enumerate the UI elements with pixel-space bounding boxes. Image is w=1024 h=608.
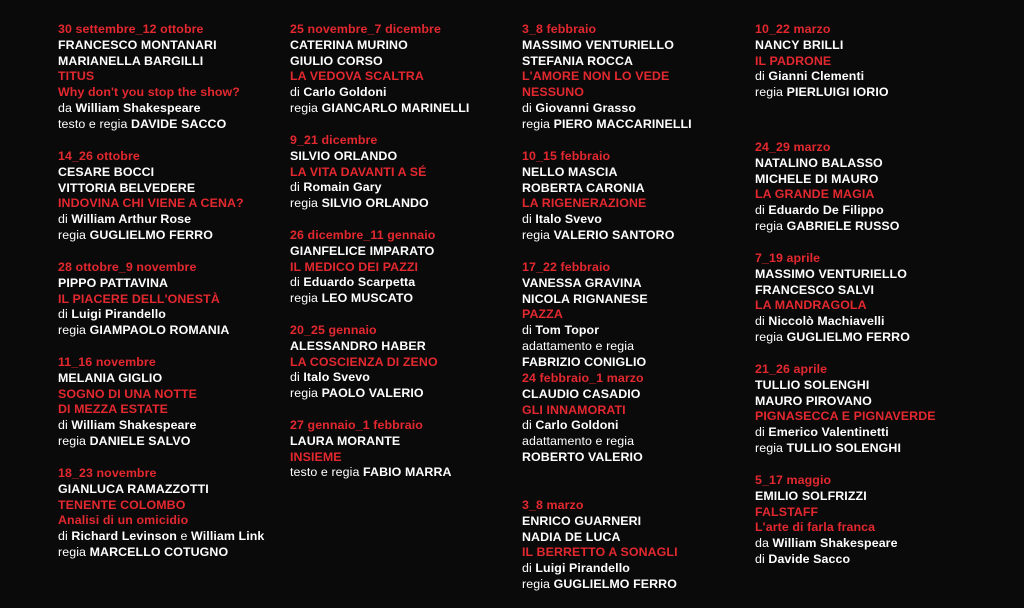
show-dates: 28 ottobre_9 novembre xyxy=(58,260,197,274)
credit-line xyxy=(755,219,983,235)
credit-role: regia xyxy=(290,386,322,401)
credit-role: di xyxy=(522,212,536,227)
credit-person: MARCELLO COTUGNO xyxy=(89,544,229,559)
credit-person: Richard Levinson xyxy=(71,529,177,544)
credit-line xyxy=(755,330,983,346)
credit-role: di xyxy=(58,307,72,322)
credit-role: di xyxy=(755,314,769,329)
credit-role: di xyxy=(755,203,769,218)
show-entry xyxy=(290,22,518,117)
show-dates: 9_21 dicembre xyxy=(290,133,378,147)
cast-member: CESARE BOCCI xyxy=(58,164,155,179)
show-title: PAZZA xyxy=(522,307,563,322)
show-entry xyxy=(755,362,983,457)
cast-member: VANESSA GRAVINA xyxy=(522,275,642,290)
show-entry xyxy=(755,473,983,568)
credit-person: Eduardo Scarpetta xyxy=(303,275,416,290)
show-entry xyxy=(522,371,750,466)
credit-role: regia xyxy=(522,576,554,591)
credit-line xyxy=(755,536,983,552)
credit-role: regia xyxy=(522,227,554,242)
show-title: L'AMORE NON LO VEDE xyxy=(522,69,670,84)
credit-line xyxy=(58,101,286,117)
credit-role: regia xyxy=(58,323,90,338)
credit-person: William Shakespeare xyxy=(71,418,197,433)
credit-line xyxy=(522,228,750,244)
cast-member: LAURA MORANTE xyxy=(290,433,401,448)
show-dates: 20_25 gennaio xyxy=(290,323,377,337)
credit-line xyxy=(290,275,518,291)
credit-line xyxy=(58,212,286,228)
show-dates: 25 novembre_7 dicembre xyxy=(290,22,441,36)
show-title: LA VITA DAVANTI A SÉ xyxy=(290,164,427,179)
credit-line xyxy=(522,355,750,371)
cast-member: STEFANIA ROCCA xyxy=(522,53,634,68)
cast-member: MASSIMO VENTURIELLO xyxy=(755,266,907,281)
credit-person: Gianni Clementi xyxy=(768,69,865,84)
show-dates: 7_19 aprile xyxy=(755,251,821,265)
credit-line xyxy=(755,203,983,219)
credit-line xyxy=(755,314,983,330)
credit-line xyxy=(755,552,983,568)
credit-person: William Shakespeare xyxy=(772,536,898,551)
cast-member: NICOLA RIGNANESE xyxy=(522,291,648,306)
credit-role: testo e regia xyxy=(58,116,132,131)
credit-role: di xyxy=(290,275,304,290)
credit-person: FABIO MARRA xyxy=(363,465,452,480)
credit-person: Carlo Goldoni xyxy=(535,418,619,433)
credit-role: regia xyxy=(290,100,322,115)
cast-member: MAURO PIROVANO xyxy=(755,393,872,408)
show-dates: 26 dicembre_11 gennaio xyxy=(290,228,436,242)
credit-person: Italo Svevo xyxy=(303,370,370,385)
show-entry xyxy=(522,22,750,133)
credit-role: adattamento e regia xyxy=(522,434,635,449)
show-dates: 5_17 maggio xyxy=(755,473,832,487)
show-title: PIGNASECCA E PIGNAVERDE xyxy=(755,409,936,424)
credit-line xyxy=(58,228,286,244)
cast-member: NANCY BRILLI xyxy=(755,37,844,52)
show-dates: 30 settembre_12 ottobre xyxy=(58,22,204,36)
credit-role: di xyxy=(522,418,536,433)
credit-person: GABRIELE RUSSO xyxy=(786,218,900,233)
credit-person: Luigi Pirandello xyxy=(71,307,166,322)
credit-line xyxy=(58,434,286,450)
show-subtitle: DI MEZZA ESTATE xyxy=(58,402,169,417)
credit-person: PIERLUIGI IORIO xyxy=(786,85,889,100)
cast-member: ROBERTA CARONIA xyxy=(522,180,645,195)
cast-member: NELLO MASCIA xyxy=(522,164,618,179)
credit-role: adattamento e regia xyxy=(522,338,635,353)
show-title: IL PADRONE xyxy=(755,53,832,68)
cast-member: NATALINO BALASSO xyxy=(755,155,883,170)
show-subtitle: NESSUNO xyxy=(522,85,584,100)
credit-role: regia xyxy=(755,440,787,455)
cast-member: MARIANELLA BARGILLI xyxy=(58,53,204,68)
credit-person: William Link xyxy=(191,529,265,544)
show-entry xyxy=(755,140,983,235)
credit-line xyxy=(522,450,750,466)
credit-person: Luigi Pirandello xyxy=(535,561,630,576)
credit-line xyxy=(522,323,750,339)
show-subtitle: Analisi di un omicidio xyxy=(58,513,189,528)
credit-line xyxy=(290,465,518,481)
cast-member: MICHELE DI MAURO xyxy=(755,171,879,186)
credit-line xyxy=(522,434,750,450)
credit-person: William Arthur Rose xyxy=(71,212,192,227)
credit-line xyxy=(522,117,750,133)
credit-role: di xyxy=(522,323,536,338)
credit-line xyxy=(755,85,983,101)
credit-line xyxy=(522,101,750,117)
show-title: SOGNO DI UNA NOTTE xyxy=(58,386,198,401)
cast-member: CLAUDIO CASADIO xyxy=(522,386,641,401)
credit-role: regia xyxy=(290,291,322,306)
cast-member: CATERINA MURINO xyxy=(290,37,408,52)
credit-line xyxy=(58,323,286,339)
credit-line xyxy=(522,561,750,577)
show-subtitle: Why don't you stop the show? xyxy=(58,85,240,100)
credit-person: GUGLIELMO FERRO xyxy=(786,329,910,344)
credit-line xyxy=(58,529,286,545)
credit-role: di xyxy=(290,180,304,195)
cast-member: ALESSANDRO HABER xyxy=(290,338,426,353)
show-title: TITUS xyxy=(58,69,95,84)
credit-person: FABRIZIO CONIGLIO xyxy=(522,354,647,369)
credit-role: di xyxy=(290,370,304,385)
show-title: IL MEDICO DEI PAZZI xyxy=(290,259,419,274)
credit-line xyxy=(290,386,518,402)
show-entry xyxy=(290,418,518,481)
show-title: IL BERRETTO A SONAGLI xyxy=(522,545,678,560)
cast-member: TULLIO SOLENGHI xyxy=(755,377,870,392)
credit-person: Davide Sacco xyxy=(768,551,851,566)
show-dates: 17_22 febbraio xyxy=(522,260,611,274)
cast-member: FRANCESCO MONTANARI xyxy=(58,37,217,52)
credit-person: William Shakespeare xyxy=(75,100,201,115)
credit-line xyxy=(522,339,750,355)
credit-person: Emerico Valentinetti xyxy=(768,425,889,440)
credit-role: di xyxy=(755,425,769,440)
cast-member: PIPPO PATTAVINA xyxy=(58,275,169,290)
show-entry xyxy=(58,466,286,561)
credit-line xyxy=(522,212,750,228)
show-dates: 14_26 ottobre xyxy=(58,149,140,163)
show-title: LA MANDRAGOLA xyxy=(755,298,867,313)
credit-person: GUGLIELMO FERRO xyxy=(89,227,213,242)
show-entry xyxy=(522,498,750,593)
show-title: INSIEME xyxy=(290,449,342,464)
credit-person: Carlo Goldoni xyxy=(303,85,387,100)
cast-member: MASSIMO VENTURIELLO xyxy=(522,37,674,52)
show-title: LA VEDOVA SCALTRA xyxy=(290,69,424,84)
credit-person: Romain Gary xyxy=(303,180,382,195)
credit-person: Italo Svevo xyxy=(535,212,602,227)
show-entry xyxy=(522,149,750,244)
cast-member: FRANCESCO SALVI xyxy=(755,282,874,297)
credit-role: regia xyxy=(755,329,787,344)
credit-person: PIERO MACCARINELLI xyxy=(553,116,692,131)
credit-line xyxy=(522,418,750,434)
credit-line xyxy=(290,370,518,386)
show-entry xyxy=(290,228,518,307)
credit-role: regia xyxy=(522,116,554,131)
credit-role: di xyxy=(58,212,72,227)
credit-line xyxy=(755,441,983,457)
credit-role: da xyxy=(755,536,773,551)
show-entry xyxy=(58,149,286,244)
credit-person: GIAMPAOLO ROMANIA xyxy=(89,323,230,338)
credit-person: LEO MUSCATO xyxy=(321,291,414,306)
credit-line xyxy=(290,85,518,101)
show-title: TENENTE COLOMBO xyxy=(58,497,186,512)
credit-role: di xyxy=(58,418,72,433)
credit-person: GUGLIELMO FERRO xyxy=(553,576,677,591)
credit-role: e xyxy=(176,529,192,544)
cast-member: NADIA DE LUCA xyxy=(522,529,621,544)
show-title: INDOVINA CHI VIENE A CENA? xyxy=(58,196,244,211)
credit-line xyxy=(58,545,286,561)
credit-person: Giovanni Grasso xyxy=(535,100,637,115)
credit-person: VALERIO SANTORO xyxy=(553,227,675,242)
show-entry xyxy=(522,260,750,371)
show-subtitle: L'arte di farla franca xyxy=(755,520,876,535)
credit-person: Tom Topor xyxy=(535,323,600,338)
credit-line xyxy=(290,196,518,212)
credit-line xyxy=(58,117,286,133)
show-entry xyxy=(755,22,983,101)
show-entry xyxy=(755,251,983,346)
credit-role: regia xyxy=(290,196,322,211)
show-dates: 3_8 febbraio xyxy=(522,22,597,36)
credit-person: GIANCARLO MARINELLI xyxy=(321,100,470,115)
show-dates: 18_23 novembre xyxy=(58,466,157,480)
credit-line xyxy=(290,291,518,307)
credit-line xyxy=(58,307,286,323)
credit-line xyxy=(290,101,518,117)
credit-role: regia xyxy=(755,85,787,100)
show-dates: 27 gennaio_1 febbraio xyxy=(290,418,423,432)
cast-member: VITTORIA BELVEDERE xyxy=(58,180,196,195)
show-dates: 10_15 febbraio xyxy=(522,149,611,163)
credit-person: SILVIO ORLANDO xyxy=(321,196,429,211)
credit-role: di xyxy=(522,100,536,115)
credit-person: DANIELE SALVO xyxy=(89,433,191,448)
show-dates: 21_26 aprile xyxy=(755,362,828,376)
credit-role: da xyxy=(58,100,76,115)
credit-line xyxy=(522,577,750,593)
credit-person: PAOLO VALERIO xyxy=(321,386,424,401)
show-entry xyxy=(290,323,518,402)
credit-person: Eduardo De Filippo xyxy=(768,203,884,218)
show-dates: 10_22 marzo xyxy=(755,22,831,36)
show-entry xyxy=(58,22,286,133)
show-dates: 3_8 marzo xyxy=(522,498,584,512)
show-dates: 24_29 marzo xyxy=(755,140,831,154)
show-entry xyxy=(58,260,286,339)
credit-role: regia xyxy=(58,227,90,242)
credit-role: di xyxy=(522,561,536,576)
cast-member: GIULIO CORSO xyxy=(290,53,383,68)
credit-role: regia xyxy=(755,218,787,233)
credit-person: TULLIO SOLENGHI xyxy=(786,440,901,455)
cast-member: GIANFELICE IMPARATO xyxy=(290,243,435,258)
credit-role: di xyxy=(755,551,769,566)
cast-member: GIANLUCA RAMAZZOTTI xyxy=(58,481,209,496)
cast-member: MELANIA GIGLIO xyxy=(58,370,163,385)
show-title: IL PIACERE DELL'ONESTÀ xyxy=(58,291,220,306)
show-title: FALSTAFF xyxy=(755,504,819,519)
show-dates: 24 febbraio_1 marzo xyxy=(522,371,644,385)
credit-line xyxy=(290,180,518,196)
credit-role: testo e regia xyxy=(290,465,364,480)
credit-line xyxy=(755,425,983,441)
cast-member: EMILIO SOLFRIZZI xyxy=(755,488,867,503)
show-title: LA RIGENERAZIONE xyxy=(522,196,647,211)
cast-member: ENRICO GUARNERI xyxy=(522,513,642,528)
credit-line xyxy=(755,69,983,85)
show-title: LA COSCIENZA DI ZENO xyxy=(290,354,438,369)
credit-role: di xyxy=(58,529,72,544)
show-title: GLI INNAMORATI xyxy=(522,402,626,417)
credit-role: regia xyxy=(58,544,90,559)
credit-role: di xyxy=(290,85,304,100)
show-dates: 11_16 novembre xyxy=(58,355,156,369)
show-title: LA GRANDE MAGIA xyxy=(755,187,875,202)
credit-role: di xyxy=(755,69,769,84)
show-entry xyxy=(290,133,518,212)
credit-person: DAVIDE SACCO xyxy=(131,116,227,131)
credit-line xyxy=(58,418,286,434)
show-entry xyxy=(58,355,286,450)
credit-person: Niccolò Machiavelli xyxy=(768,314,885,329)
credit-role: regia xyxy=(58,433,90,448)
credit-person: ROBERTO VALERIO xyxy=(522,449,643,464)
cast-member: SILVIO ORLANDO xyxy=(290,148,398,163)
